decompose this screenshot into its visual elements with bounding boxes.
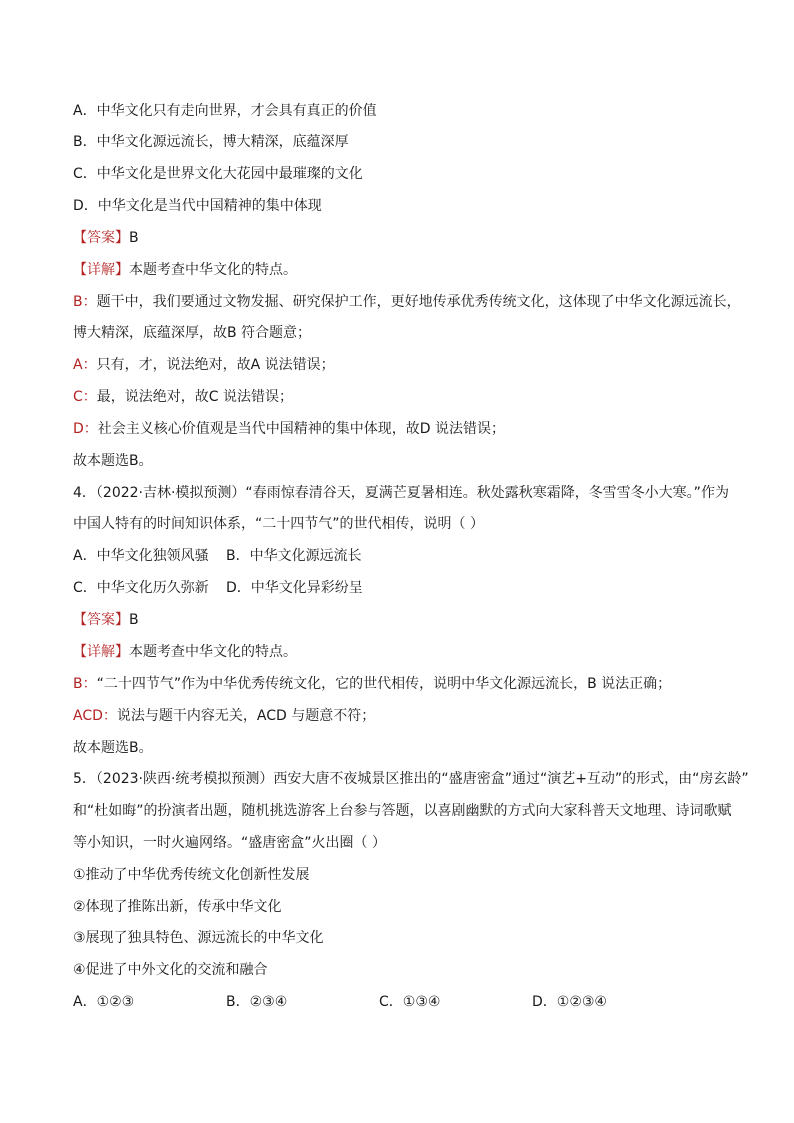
q5-option-d: D．①②③④: [532, 994, 607, 1010]
q5-statement-3: ③展现了独具特色、源远流长的中华文化: [73, 930, 324, 946]
q5-stem-line3: 等小知识，一时火遍网络。“盛唐密盒”火出圈（ ）: [73, 835, 386, 851]
q5-option-c: C．①③④: [379, 994, 441, 1010]
q4-stem-line2: 中国人特有的时间知识体系，“二十四节气”的世代相传，说明（ ）: [73, 516, 484, 532]
explain-prefix: D：: [73, 421, 98, 437]
explain-text: 社会主义核心价值观是当代中国精神的集中体现，故D 说法错误；: [97, 421, 506, 437]
q4-answer-line: [73, 610, 734, 630]
q3-option-a: A．中华文化只有走向世界，才会具有真正的价值: [73, 103, 377, 119]
q5-options-row: [73, 992, 734, 1012]
q4-conclusion: 故本题选B。: [73, 740, 153, 756]
q5-stem-line1: 5．（2023·陕西·统考模拟预测）西安大唐不夜城景区推出的“盛唐密盒”通过“演艺+互动”的形式，由“房玄龄”: [73, 771, 749, 787]
q3-option-c: C．中华文化是世界文化大花园中最璀璨的文化: [73, 166, 363, 182]
explain-text: 说法与题干内容无关，ACD 与题意不符；: [116, 708, 376, 724]
q3-explain-d: [73, 419, 734, 439]
detail-tag: 【详解】: [73, 262, 129, 278]
q4-explain-b: [73, 674, 734, 694]
q3-conclusion: 故本题选B。: [73, 453, 153, 469]
q5-option-a: A．①②③: [73, 994, 135, 1010]
detail-tag: 【详解】: [73, 644, 129, 660]
answer-tag: 【答案】: [73, 230, 129, 246]
q4-option-a: A．中华文化独领风骚: [73, 548, 209, 564]
q3-option-b: B．中华文化源远流长，博大精深，底蕴深厚: [73, 134, 349, 150]
q3-detail-line: [73, 260, 734, 280]
explain-prefix: B：: [73, 676, 97, 692]
q4-options-row2: [73, 578, 734, 598]
q4-stem-line1: 4．（2022·吉林·模拟预测）“春雨惊春清谷天，夏满芒夏暑相连。秋处露秋寒霜降，冬雪雪冬小大寒。”作为: [73, 485, 729, 501]
detail-intro: 本题考查中华文化的特点。: [129, 644, 297, 660]
detail-intro: 本题考查中华文化的特点。: [129, 262, 297, 278]
q4-detail-line: [73, 642, 734, 662]
q3-explain-b-line2: 博大精深，底蕴深厚，故B 符合题意；: [73, 325, 312, 341]
q4-option-d: D．中华文化异彩纷呈: [226, 580, 363, 596]
explain-text: “二十四节气”作为中华优秀传统文化，它的世代相传，说明中华文化源远流长，B 说法正确；: [96, 676, 672, 692]
explain-text: 题干中，我们要通过文物发掘、研究保护工作，更好地传承优秀传统文化，这体现了中华文化源远流长，: [96, 294, 741, 310]
explain-prefix: A：: [73, 357, 97, 373]
q4-options-row1: [73, 546, 734, 566]
explain-text: 最，说法绝对，故C 说法错误；: [96, 389, 294, 405]
q4-explain-acd: [73, 706, 734, 726]
q3-explain-c: [73, 387, 734, 407]
explain-prefix: ACD：: [73, 708, 117, 724]
q5-statement-2: ②体现了推陈出新，传承中华文化: [73, 899, 282, 915]
q4-option-b: B．中华文化源远流长: [226, 548, 362, 564]
q5-statement-4: ④促进了中外文化的交流和融合: [73, 962, 268, 978]
explain-text: 只有，才，说法绝对，故A 说法错误；: [96, 357, 335, 373]
explain-prefix: C：: [73, 389, 97, 405]
q3-option-d: D．中华文化是当代中国精神的集中体现: [73, 198, 322, 214]
q5-stem-line2: 和“杜如晦”的扮演者出题，随机挑选游客上台参与答题，以喜剧幽默的方式向大家科普天文地理、诗词歌赋: [73, 803, 732, 819]
q4-option-c: C．中华文化历久弥新: [73, 580, 209, 596]
q3-explain-a: [73, 355, 734, 375]
answer-value: B: [129, 612, 139, 628]
q5-option-b: B．②③④: [226, 994, 288, 1010]
explain-prefix: B：: [73, 294, 97, 310]
q3-answer-line: [73, 228, 734, 248]
q5-statement-1: ①推动了中华优秀传统文化创新性发展: [73, 867, 310, 883]
answer-value: B: [129, 230, 139, 246]
answer-tag: 【答案】: [73, 612, 129, 628]
q3-explain-b-line1: [73, 292, 741, 312]
